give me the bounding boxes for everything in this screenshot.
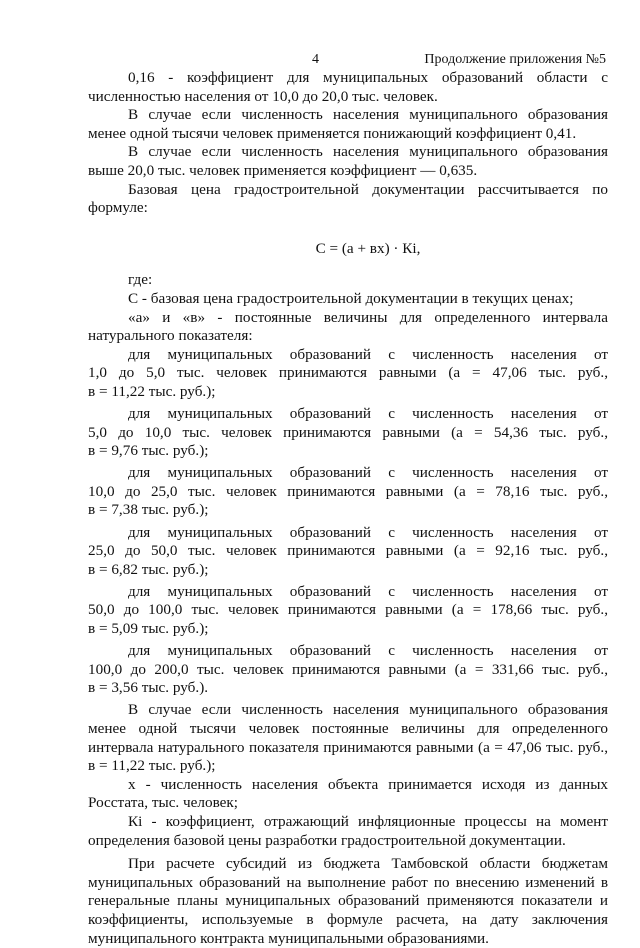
band-line: для муниципальных образований с численность населения от (128, 582, 608, 600)
definition-c: С - базовая цена градостроительной документации в текущих ценах; (128, 289, 574, 307)
band-values: в = 9,76 тыс. руб.); (88, 442, 209, 460)
band-line: для муниципальных образований с численность населения от (128, 405, 608, 422)
band-item (88, 524, 608, 580)
band-values: в = 7,38 тыс. руб.); (88, 501, 209, 519)
formula: С = (а + вх) · Кi, (315, 239, 421, 257)
paragraph-subsidies: При расчете субсидий из бюджета Тамбовской области бюджетам муниципальных образований на выполнение работ по внесению изменений в генеральные планы муниципальных образований применяются показатели и коэффициенты, используемые в формуле расчета, на дату заключения муниципального контракта муниципальными образованиями. (88, 855, 608, 947)
band-item (88, 405, 608, 461)
band-item (88, 464, 608, 520)
running-header: Продолжение приложения №5 (424, 52, 606, 67)
band-values: в = 5,09 тыс. руб.); (88, 620, 209, 638)
band-line: 25,0 до 50,0 тыс. человек принимаются равными (а = 92,16 тыс. руб., (88, 542, 608, 560)
band-list (88, 346, 608, 698)
band-line: 50,0 до 100,0 тыс. человек принимаются равными (а = 178,66 тыс. руб., (88, 601, 608, 619)
definition-ki: Кi - коэффициент, отражающий инфляционные процессы на момент определения базовой цены разработки градостроительной документации. (88, 812, 608, 849)
band-line: 5,0 до 10,0 тыс. человек принимаются равными (а = 54,36 тыс. руб., (88, 423, 608, 441)
band-values: в = 11,22 тыс. руб.); (88, 382, 216, 400)
band-line: для муниципальных образований с численность населения от (128, 642, 608, 660)
band-values: в = 3,56 тыс. руб.). (88, 679, 209, 697)
band-item (88, 346, 608, 402)
definition-x: х - численность населения объекта принимается исходя из данных Росстата, тыс. человек; (88, 775, 608, 812)
band-line: для муниципальных образований с численность населения от (128, 345, 608, 363)
definition-a-b: «а» и «в» - постоянные величины для определенного интервала натурального показателя: (88, 308, 608, 345)
band-line: для муниципальных образований с численность населения от (128, 464, 608, 482)
band-item (88, 583, 608, 639)
document-body (88, 69, 608, 948)
where-label: где: (128, 271, 153, 289)
paragraph-small-settlements: В случае если численность населения муниципального образования менее одной тысячи человек постоянные величины для определенного интервала натурального показателя принимаются равными (а = 47,06 тыс. руб., в = 11,22 тыс. руб.); (88, 701, 608, 775)
band-line: 10,0 до 25,0 тыс. человек принимаются равными (а = 78,16 тыс. руб., (88, 482, 608, 500)
band-line: 100,0 до 200,0 тыс. человек принимаются равными (а = 331,66 тыс. руб., (88, 660, 608, 678)
paragraph-reduction-coef: В случае если численность населения муниципального образования менее одной тысячи человек применяется понижающий коэффициент 0,41. (88, 106, 608, 142)
paragraph-formula-intro: Базовая цена градостроительной документации рассчитывается по формуле: (88, 180, 608, 217)
band-values: в = 6,82 тыс. руб.); (88, 560, 209, 578)
band-item (88, 642, 608, 698)
band-line: 1,0 до 5,0 тыс. человек принимаются равными (а = 47,06 тыс. руб., (88, 364, 608, 382)
page-number: 4 (312, 52, 319, 67)
paragraph-coef-0635: В случае если численность населения муниципального образования выше 20,0 тыс. человек применяется коэффициент — 0,635. (88, 143, 608, 179)
band-line: для муниципальных образований с численность населения от (128, 523, 608, 541)
paragraph-coef-016: 0,16 - коэффициент для муниципальных образований области с численностью населения от 10,0 до 20,0 тыс. человек. (88, 69, 608, 105)
